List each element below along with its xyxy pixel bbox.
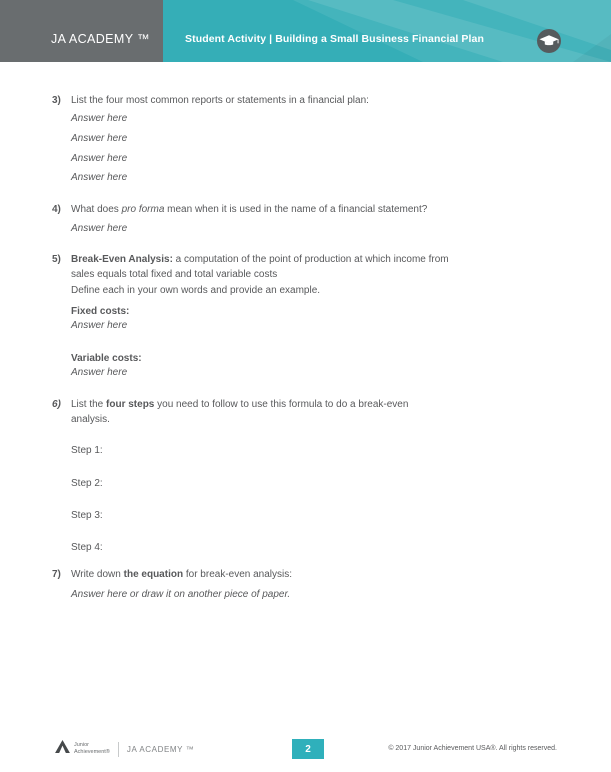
- question-4-number: 4): [52, 204, 61, 215]
- answer-placeholder[interactable]: Answer here: [71, 172, 128, 183]
- answer-placeholder[interactable]: Answer here: [71, 113, 128, 124]
- question-5-term: Break-Even Analysis:: [71, 254, 173, 265]
- question-6-number: 6): [52, 399, 61, 410]
- question-6-text-bold: four steps: [106, 399, 155, 410]
- question-7: [52, 567, 292, 582]
- fixed-costs-label: Fixed costs:: [71, 306, 130, 317]
- header-title-block: [163, 0, 611, 62]
- question-5-definition: a computation of the point of production at which income from sales equals total fixed and total variable costs: [71, 254, 449, 280]
- question-6: [52, 397, 436, 427]
- footer-brand-text: JA ACADEMY ™: [126, 744, 195, 754]
- step-label: Step 3:: [71, 510, 103, 521]
- question-4-text-italic: pro forma: [121, 204, 165, 215]
- question-3-text: List the four most common reports or statements in a financial plan:: [71, 95, 369, 106]
- question-7-text-post: for break-even analysis:: [183, 569, 293, 580]
- logo-text-line2: Achievement®: [74, 749, 110, 755]
- header-bar: [0, 0, 611, 62]
- page-title: Student Activity | Building a Small Business Financial Plan: [185, 33, 485, 45]
- answer-placeholder[interactable]: Answer here: [71, 320, 128, 331]
- question-7-number: 7): [52, 569, 61, 580]
- page-number-badge: [292, 739, 324, 759]
- page-number: 2: [305, 743, 311, 755]
- junior-achievement-logo-icon: [55, 740, 70, 758]
- answer-placeholder[interactable]: Answer here: [71, 223, 128, 234]
- logo-text-line1: Junior: [74, 742, 89, 749]
- step-label: Step 2:: [71, 478, 103, 489]
- answer-placeholder[interactable]: Answer here: [71, 367, 128, 378]
- step-label: Step 1:: [71, 445, 103, 456]
- junior-achievement-logo-text: [74, 742, 110, 756]
- question-7-text: [71, 567, 292, 582]
- question-4: [52, 202, 427, 217]
- graduation-cap-icon: [537, 29, 561, 53]
- footer-brand-group: [55, 740, 194, 758]
- question-4-text-post: mean when it is used in the name of a financial statement?: [164, 204, 428, 215]
- brand-text: JA ACADEMY ™: [50, 32, 150, 46]
- question-5-instruction: Define each in your own words and provide an example.: [71, 285, 321, 296]
- answer-placeholder[interactable]: Answer here or draw it on another piece of paper.: [71, 589, 291, 600]
- question-7-text-pre: Write down: [71, 569, 124, 580]
- step-label: Step 4:: [71, 542, 103, 553]
- copyright-text: © 2017 Junior Achievement USA®. All rights reserved.: [388, 745, 557, 752]
- brand-block: [0, 0, 163, 62]
- answer-placeholder[interactable]: Answer here: [71, 133, 128, 144]
- question-6-text-pre: List the: [71, 399, 107, 410]
- question-5-text: [71, 252, 456, 282]
- question-4-text-pre: What does: [71, 204, 122, 215]
- footer-divider: [118, 742, 119, 757]
- variable-costs-label: Variable costs:: [71, 353, 142, 364]
- question-4-text: [71, 202, 427, 217]
- question-5-number: 5): [52, 254, 61, 265]
- answer-placeholder[interactable]: Answer here: [71, 153, 128, 164]
- question-7-text-bold: the equation: [123, 569, 184, 580]
- question-3: [52, 93, 369, 108]
- question-3-number: 3): [52, 95, 61, 106]
- question-6-text-post: you need to follow to use this formula to do a break-even analysis.: [71, 399, 409, 425]
- question-5: [52, 252, 456, 282]
- question-6-text: [71, 397, 436, 427]
